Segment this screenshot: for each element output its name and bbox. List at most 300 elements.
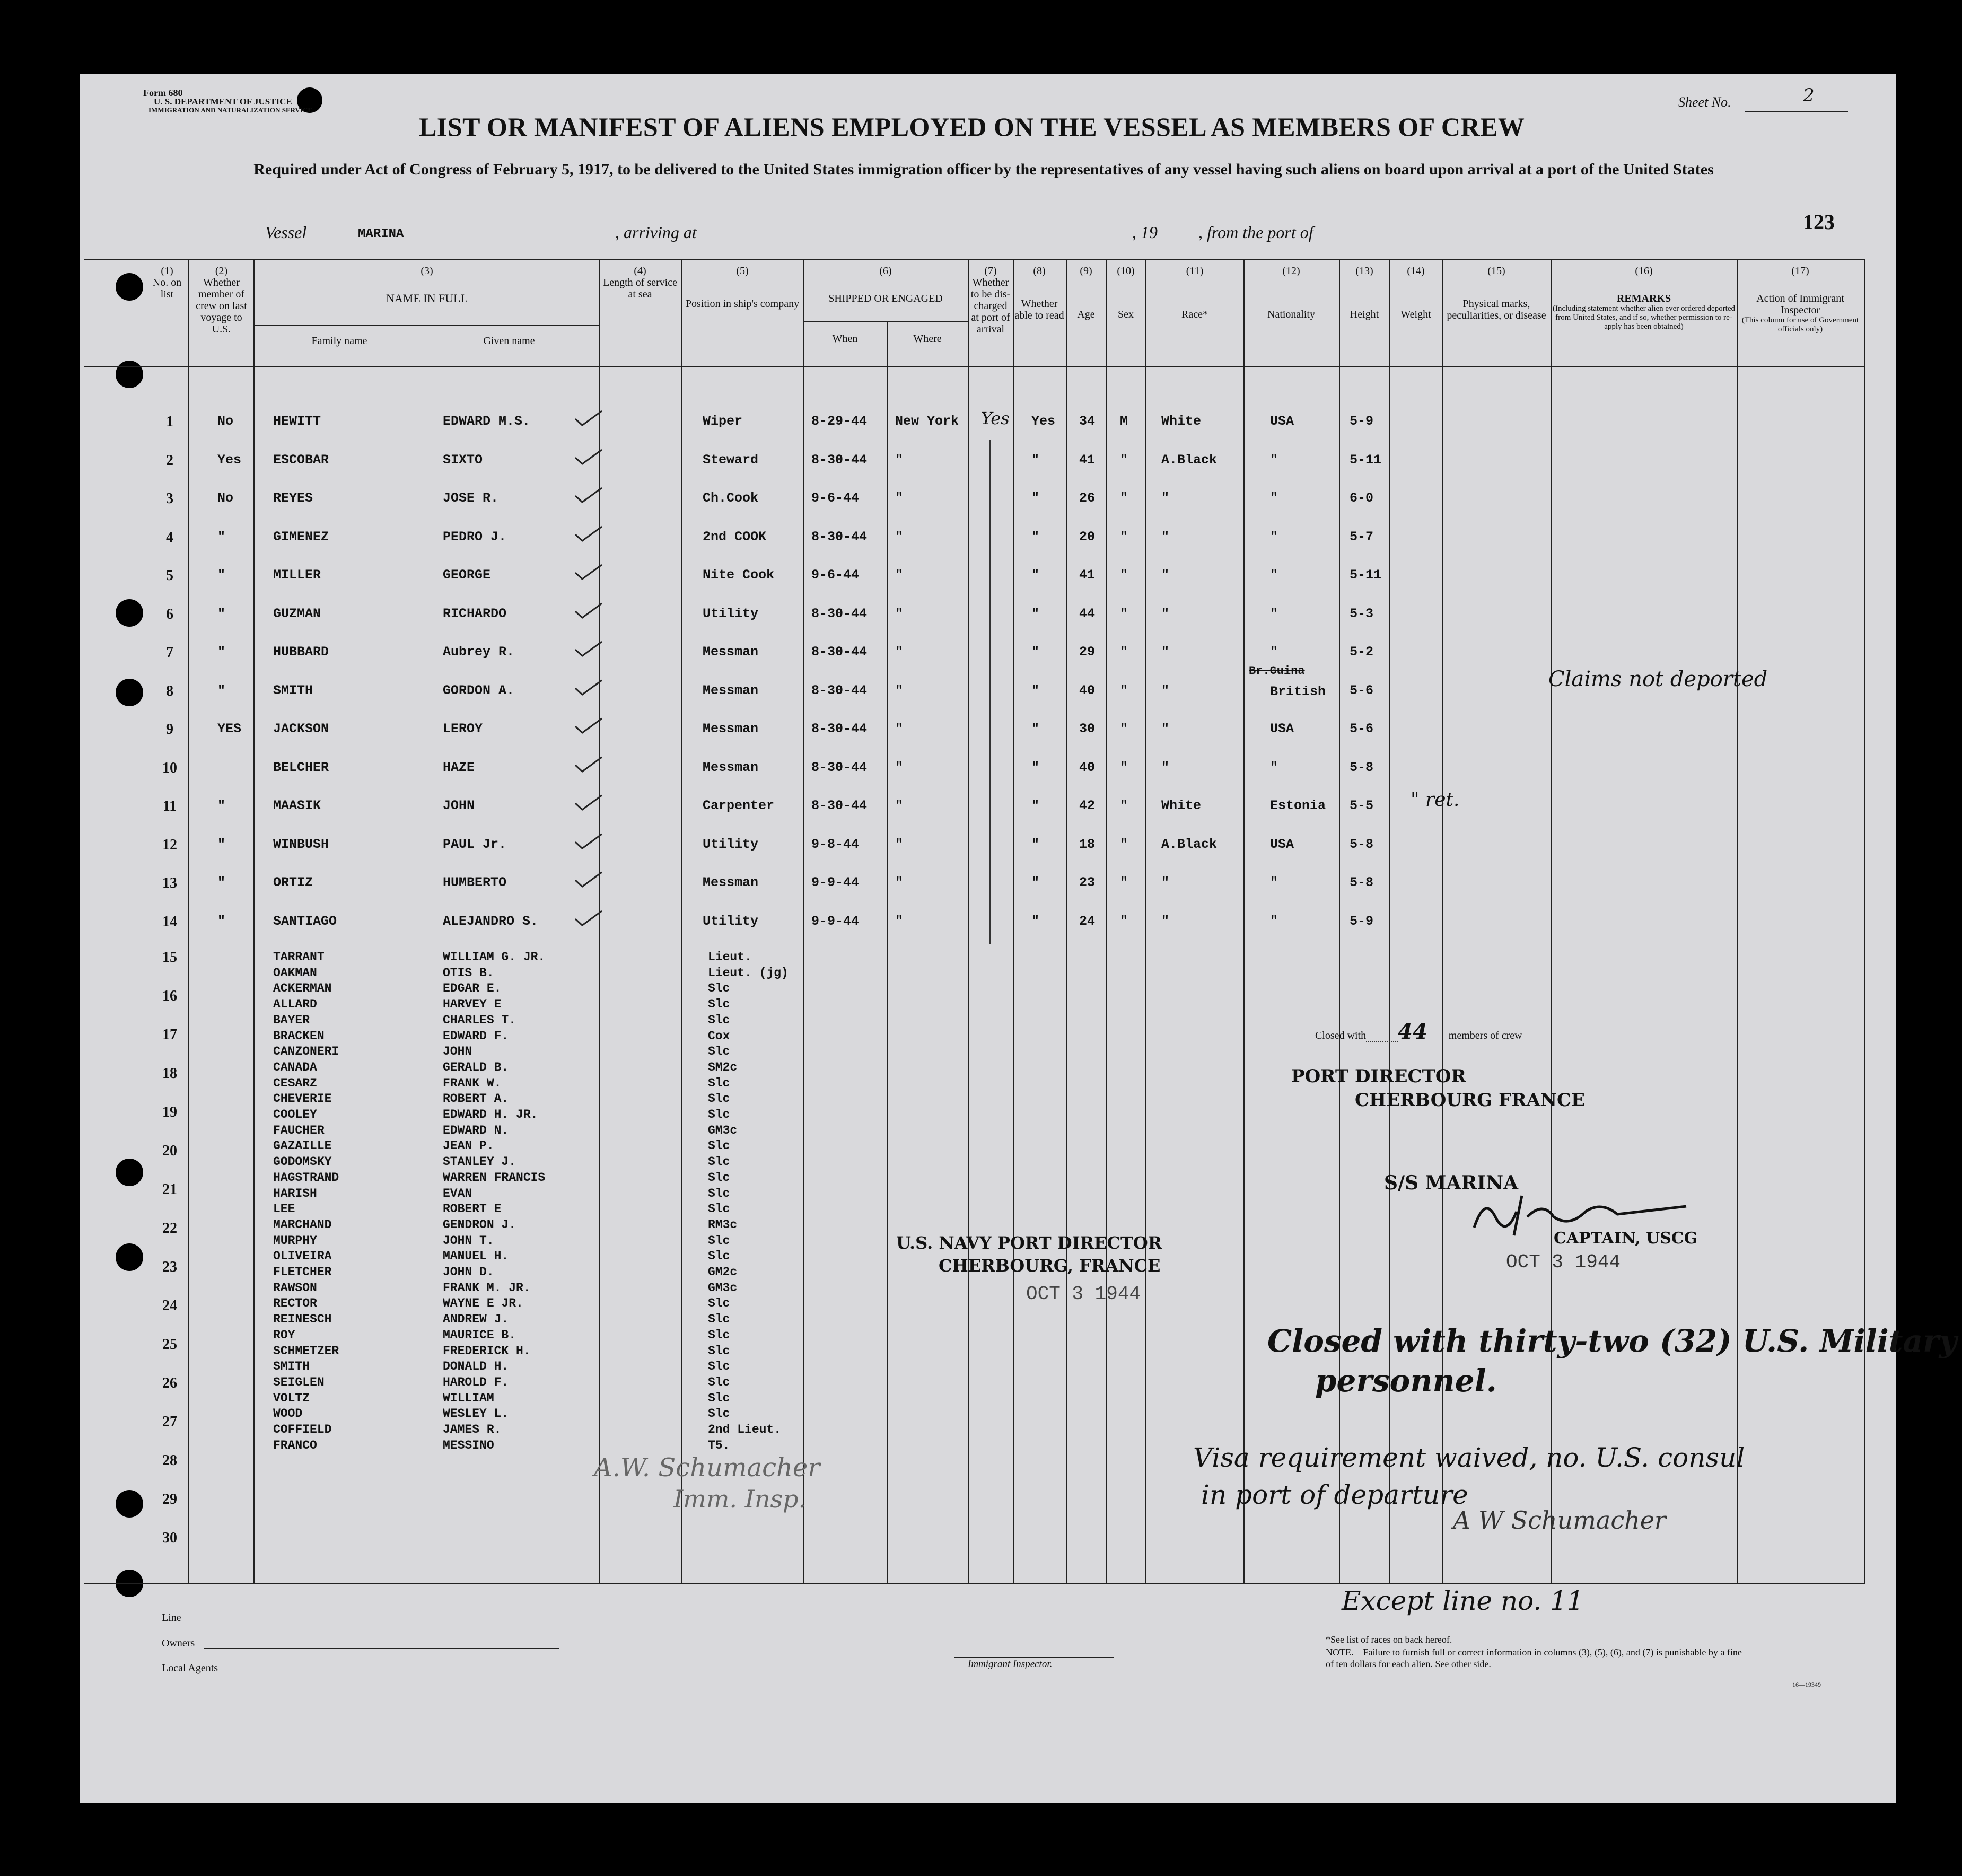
crew-age-cell: 41: [1079, 567, 1096, 583]
crew-given-cell: GORDON A.: [443, 682, 515, 698]
col-header-race: (11) Race*: [1181, 265, 1208, 320]
col-header-where: Where: [913, 333, 942, 345]
crew-where-cell: ": [895, 913, 904, 929]
local-agents-label: Local Agents: [162, 1662, 218, 1674]
crew-where-cell: ": [895, 798, 904, 813]
crew-sex-cell: ": [1120, 490, 1128, 506]
military-given-cell: WESLEY L.: [443, 1407, 509, 1421]
crew-when-cell: 9-6-44: [811, 490, 860, 506]
crew-position-cell: Messman: [703, 682, 759, 698]
name-subheader-line: [255, 325, 599, 326]
crew-age-cell: 40: [1079, 682, 1096, 698]
military-given-cell: CHARLES T.: [443, 1013, 516, 1027]
vessel-stamp: S/S MARINA: [1384, 1172, 1519, 1194]
crew-height-cell: 5-11: [1350, 452, 1382, 468]
crew-where-cell: ": [895, 875, 904, 890]
crew-read-cell: ": [1031, 452, 1040, 468]
crew-read-cell: ": [1031, 529, 1040, 545]
col-divider: [1864, 259, 1865, 1583]
crew-family-cell: SANTIAGO: [273, 913, 337, 929]
crew-family-cell: ORTIZ: [273, 875, 313, 890]
crew-family-cell: MILLER: [273, 567, 321, 583]
military-given-cell: EVAN: [443, 1186, 472, 1200]
military-rank-cell: Slc: [708, 1076, 730, 1090]
crew-race-cell: ": [1161, 529, 1170, 545]
crew-when-cell: 9-9-44: [811, 875, 860, 890]
crew-nationality-cell: ": [1270, 567, 1278, 583]
captain-signature: [1464, 1185, 1697, 1243]
military-rank-cell: Slc: [708, 1249, 730, 1264]
shipped-subheader-line: [803, 321, 968, 322]
crew-where-cell: ": [895, 759, 904, 775]
military-given-cell: GERALD B.: [443, 1060, 509, 1074]
crew-race-cell: ": [1161, 875, 1170, 890]
crew-last-cell: YES: [217, 721, 242, 737]
crew-family-cell: WINBUSH: [273, 836, 329, 852]
military-family-cell: RAWSON: [273, 1281, 317, 1295]
discharged-ditto-stroke: [989, 440, 991, 944]
row-number: 20: [162, 1143, 177, 1159]
military-given-cell: FRANK W.: [443, 1076, 502, 1090]
military-family-cell: MURPHY: [273, 1233, 317, 1248]
crew-nationality-cell: USA: [1270, 414, 1294, 429]
crew-when-cell: 8-29-44: [811, 414, 868, 429]
sheet-label: Sheet No.: [1678, 94, 1731, 110]
row-number: 22: [162, 1220, 177, 1237]
crew-given-cell: ALEJANDRO S.: [443, 913, 539, 929]
from-port-label: , from the port of: [1198, 223, 1313, 242]
crew-given-cell: GEORGE: [443, 567, 491, 583]
crew-no-cell: 2: [166, 452, 173, 469]
print-code: 16—19349: [1792, 1681, 1821, 1688]
row-number: 27: [162, 1414, 177, 1430]
crew-given-cell: PAUL Jr.: [443, 836, 507, 852]
crew-sex-cell: ": [1120, 682, 1128, 698]
crew-where-cell: ": [895, 644, 904, 660]
crew-when-cell: 8-30-44: [811, 798, 868, 813]
military-given-cell: JAMES R.: [443, 1423, 502, 1436]
crew-family-cell: REYES: [273, 490, 313, 506]
row-number: 17: [162, 1027, 177, 1043]
military-family-cell: WOOD: [273, 1407, 303, 1421]
row-number: 24: [162, 1298, 177, 1314]
crew-height-cell: 5-9: [1350, 414, 1374, 429]
crew-race-cell: White: [1161, 798, 1202, 813]
military-family-cell: CHEVERIE: [273, 1092, 332, 1106]
races-note: *See list of races on back hereof.: [1326, 1634, 1452, 1645]
crew-where-cell: ": [895, 682, 904, 698]
military-given-cell: MANUEL H.: [443, 1249, 509, 1264]
military-rank-cell: Slc: [708, 1233, 730, 1248]
page-subtitle: Required under Act of Congress of February 5, 1917, to be delivered to the United States immigration officer by the representatives of any vessel having such aliens on board upon arrival at a port of the United States: [253, 161, 1714, 178]
check-mark: [573, 716, 605, 737]
crew-sex-cell: ": [1120, 452, 1128, 468]
crew-read-cell: ": [1031, 490, 1040, 506]
except-line-note: Except line no. 11: [1342, 1585, 1584, 1616]
military-family-cell: COOLEY: [273, 1108, 317, 1121]
crew-last-cell: ": [217, 875, 226, 890]
row-number: 28: [162, 1452, 177, 1469]
row-number: 29: [162, 1491, 177, 1507]
crew-no-cell: 14: [162, 913, 177, 930]
crew-sex-cell: ": [1120, 875, 1128, 890]
crew-age-cell: 40: [1079, 759, 1096, 775]
military-family-cell: SEIGLEN: [273, 1375, 325, 1389]
punch-hole: [116, 361, 143, 388]
military-rank-cell: T5.: [708, 1438, 730, 1452]
crew-position-cell: Steward: [703, 452, 759, 468]
owners-field: [204, 1648, 559, 1649]
crew-race-cell: White: [1161, 414, 1202, 429]
col-header-name: (3) NAME IN FULL: [386, 265, 468, 305]
crew-position-cell: Messman: [703, 875, 759, 890]
col-header-when: When: [832, 333, 858, 345]
crew-when-cell: 9-9-44: [811, 913, 860, 929]
crew-last-cell: ": [217, 567, 226, 583]
col-header-remarks: (16) REMARKS (Including statement whether alien ever ordered deported from United States, and if so, whether permission to re-apply has been obtained): [1552, 265, 1736, 331]
col-header-read: (8) Whether able to read: [1014, 265, 1064, 321]
crew-no-cell: 11: [162, 798, 177, 814]
crew-last-cell: No: [217, 414, 234, 429]
military-rank-cell: Slc: [708, 1170, 730, 1185]
crew-where-cell: ": [895, 836, 904, 852]
crew-no-cell: 12: [162, 836, 177, 853]
military-rank-cell: Slc: [708, 1328, 730, 1342]
crew-read-cell: ": [1031, 759, 1040, 775]
crew-race-cell: ": [1161, 567, 1170, 583]
crew-race-cell: ": [1161, 721, 1170, 737]
military-rank-cell: Lieut.: [708, 950, 752, 964]
crew-race-cell: ": [1161, 644, 1170, 660]
military-rank-cell: Slc: [708, 1312, 730, 1327]
check-mark: [573, 678, 605, 699]
crew-family-cell: BELCHER: [273, 759, 329, 775]
military-family-cell: TARRANT: [273, 950, 325, 964]
military-given-cell: JOHN T.: [443, 1233, 494, 1248]
military-rank-cell: Slc: [708, 1045, 730, 1059]
col-divider: [1106, 259, 1107, 1583]
port-city-stamp: CHERBOURG FRANCE: [1355, 1090, 1585, 1111]
military-family-cell: CANADA: [273, 1060, 317, 1074]
military-given-cell: WAYNE E JR.: [443, 1296, 523, 1311]
crew-nationality-cell: ": [1270, 452, 1278, 468]
col-divider: [968, 259, 969, 1583]
row-number: 16: [162, 988, 177, 1004]
line-label: Line: [162, 1612, 181, 1624]
military-rank-cell: Slc: [708, 1391, 730, 1405]
port-director-stamp: PORT DIRECTOR: [1291, 1066, 1466, 1087]
crew-sex-cell: ": [1120, 529, 1128, 545]
crew-read-cell: ": [1031, 913, 1040, 929]
crew-read-cell: ": [1031, 836, 1040, 852]
military-rank-cell: Slc: [708, 1092, 730, 1106]
crew-last-cell: ": [217, 798, 226, 813]
col-divider: [887, 321, 888, 1583]
crew-last-cell: ": [217, 913, 226, 929]
military-family-cell: HARISH: [273, 1186, 317, 1200]
crew-family-cell: ESCOBAR: [273, 452, 329, 468]
crew-no-cell: 13: [162, 875, 177, 891]
crew-where-cell: ": [895, 606, 904, 621]
crew-no-cell: 3: [166, 490, 173, 507]
col-header-inspector-action: (17) Action of Immigrant Inspector (This column for use of Government officials only): [1741, 265, 1859, 334]
military-given-cell: GENDRON J.: [443, 1217, 516, 1232]
check-mark: [573, 793, 605, 814]
immigrant-inspector-label: Immigrant Inspector.: [968, 1659, 1053, 1670]
check-mark: [573, 408, 605, 429]
crew-where-cell: ": [895, 490, 904, 506]
military-given-cell: JOHN D.: [443, 1265, 494, 1279]
visa-waived-note: Visa requirement waived, no. U.S. consul: [1193, 1442, 1745, 1473]
military-given-cell: DONALD H.: [443, 1360, 509, 1374]
military-given-cell: MESSINO: [443, 1438, 494, 1452]
crew-given-cell: HUMBERTO: [443, 875, 507, 890]
crew-where-cell: ": [895, 567, 904, 583]
crew-age-cell: 18: [1079, 836, 1096, 852]
military-family-cell: FAUCHER: [273, 1123, 325, 1137]
crew-given-cell: SIXTO: [443, 452, 483, 468]
military-family-cell: LEE: [273, 1202, 295, 1216]
penalty-note: NOTE.—Failure to furnish full or correct information in columns (3), (5), (6), and (7) is punishable by a fine of ten dollars for each alien. See other side.: [1326, 1647, 1742, 1669]
crew-family-cell: MAASIK: [273, 798, 321, 813]
crew-nationality-cell: USA: [1270, 836, 1294, 852]
check-mark: [573, 485, 605, 506]
military-given-cell: FRANK M. JR.: [443, 1281, 531, 1295]
arriving-label: , arriving at: [615, 223, 697, 242]
crew-age-cell: 23: [1079, 875, 1096, 890]
col-divider: [253, 259, 255, 1583]
crew-race-cell: A.Black: [1161, 452, 1218, 468]
navy-date-stamp: OCT 3 1944: [1026, 1283, 1141, 1305]
military-given-cell: MAURICE B.: [443, 1328, 516, 1342]
check-mark: [573, 524, 605, 545]
military-family-cell: FLETCHER: [273, 1265, 332, 1279]
crew-no-cell: 7: [166, 644, 173, 661]
col-header-discharged: (7) Whether to be dis-charged at port of arrival: [970, 265, 1011, 335]
military-given-cell: STANLEY J.: [443, 1155, 516, 1169]
military-rank-cell: Slc: [708, 1202, 730, 1216]
sheet-number: 2: [1803, 85, 1815, 106]
crew-last-cell: ": [217, 682, 226, 698]
military-given-cell: WARREN FRANCIS: [443, 1170, 546, 1185]
crew-family-cell: GUZMAN: [273, 606, 321, 621]
crew-sex-cell: ": [1120, 798, 1128, 813]
crew-sex-cell: ": [1120, 567, 1128, 583]
crew-nationality-cell: ": [1270, 490, 1278, 506]
row-number: 25: [162, 1336, 177, 1353]
military-given-cell: EDWARD N.: [443, 1123, 509, 1137]
military-family-cell: COFFIELD: [273, 1423, 332, 1436]
crew-height-cell: 5-6: [1350, 682, 1374, 698]
crew-given-cell: RICHARDO: [443, 606, 507, 621]
check-mark: [573, 870, 605, 891]
crew-no-cell: 1: [166, 414, 173, 430]
crew-age-cell: 30: [1079, 721, 1096, 737]
crew-sex-cell: ": [1120, 721, 1128, 737]
crew-height-cell: 6-0: [1350, 490, 1374, 506]
crew-race-cell: A.Black: [1161, 836, 1218, 852]
col-divider: [803, 259, 804, 1583]
crew-nationality-cell: Estonia: [1270, 798, 1326, 813]
date-stamp: OCT 3 1944: [1506, 1251, 1621, 1273]
military-rank-cell: Cox: [708, 1029, 730, 1043]
crew-last-cell: ": [217, 606, 226, 621]
crew-position-cell: Utility: [703, 836, 759, 852]
crew-age-cell: 41: [1079, 452, 1096, 468]
crew-height-cell: 5-3: [1350, 606, 1374, 621]
military-rank-cell: Slc: [708, 1108, 730, 1121]
crew-read-cell: ": [1031, 798, 1040, 813]
col-header-age: (9) Age: [1077, 265, 1095, 320]
military-rank-cell: RM3c: [708, 1217, 738, 1232]
military-given-cell: OTIS B.: [443, 966, 494, 980]
crew-read-cell: Yes: [1031, 414, 1056, 429]
col-header-given-name: Given name: [483, 335, 535, 347]
check-mark: [573, 831, 605, 853]
table-header-border: [84, 366, 1865, 367]
military-given-cell: JEAN P.: [443, 1139, 494, 1153]
col-header-shipped: (6) SHIPPED OR ENGAGED: [828, 265, 943, 304]
crew-race-cell: ": [1161, 759, 1170, 775]
check-mark: [573, 755, 605, 776]
crew-height-cell: 5-8: [1350, 875, 1374, 890]
military-family-cell: OAKMAN: [273, 966, 317, 980]
crew-when-cell: 8-30-44: [811, 682, 868, 698]
crew-where-cell: ": [895, 721, 904, 737]
crew-no-cell: 10: [162, 759, 177, 776]
crew-given-cell: PEDRO J.: [443, 529, 507, 545]
crew-read-cell: ": [1031, 682, 1040, 698]
military-family-cell: FRANCO: [273, 1438, 317, 1452]
military-rank-cell: GM2c: [708, 1265, 738, 1279]
crew-no-cell: 5: [166, 567, 173, 584]
military-given-cell: EDWARD H. JR.: [443, 1108, 538, 1121]
crew-last-cell: ": [217, 529, 226, 545]
crew-age-cell: 26: [1079, 490, 1096, 506]
vessel-label: Vessel: [265, 223, 307, 242]
military-family-cell: MARCHAND: [273, 1217, 332, 1232]
military-family-cell: ROY: [273, 1328, 295, 1342]
row-number: 30: [162, 1530, 177, 1546]
military-rank-cell: Slc: [708, 1155, 730, 1169]
inspector-signature-note: A W Schumacher: [1453, 1506, 1666, 1535]
military-given-cell: ROBERT A.: [443, 1092, 509, 1106]
crew-nationality-cell: ": [1270, 759, 1278, 775]
col-header-weight: (14) Weight: [1400, 265, 1431, 320]
military-given-cell: WILLIAM G. JR.: [443, 950, 546, 964]
closed-military-note-cont: personnel.: [1315, 1363, 1497, 1399]
military-given-cell: HARVEY E: [443, 997, 502, 1012]
crew-when-cell: 8-30-44: [811, 644, 868, 660]
check-mark: [573, 639, 605, 660]
returning-note: " ret.: [1411, 789, 1460, 811]
crew-position-cell: Messman: [703, 644, 759, 660]
military-given-cell: ANDREW J.: [443, 1312, 509, 1327]
crew-read-cell: ": [1031, 875, 1040, 890]
nationality-struck-cell: Br.Guina: [1249, 664, 1305, 678]
page-title: LIST OR MANIFEST OF ALIENS EMPLOYED ON THE VESSEL AS MEMBERS OF CREW: [419, 112, 1525, 142]
crew-position-cell: Nite Cook: [703, 567, 775, 583]
check-mark: [573, 601, 605, 622]
crew-nationality-cell: ": [1270, 875, 1278, 890]
crew-sex-cell: ": [1120, 644, 1128, 660]
crew-race-cell: ": [1161, 606, 1170, 621]
table-bottom-border: [84, 1583, 1865, 1584]
crew-sex-cell: ": [1120, 606, 1128, 621]
military-family-cell: GAZAILLE: [273, 1139, 332, 1153]
col-header-position: (5) Position in ship's company: [685, 265, 800, 310]
crew-read-cell: ": [1031, 721, 1040, 737]
sheet-number-underline: [1745, 111, 1848, 112]
punch-hole: [116, 1490, 143, 1518]
row-number: 26: [162, 1375, 177, 1391]
check-mark: [573, 562, 605, 583]
crew-height-cell: 5-6: [1350, 721, 1374, 737]
crew-given-cell: JOSE R.: [443, 490, 499, 506]
check-mark: [573, 447, 605, 468]
owners-label: Owners: [162, 1637, 195, 1649]
crew-where-cell: ": [895, 452, 904, 468]
crew-when-cell: 8-30-44: [811, 452, 868, 468]
crew-when-cell: 9-8-44: [811, 836, 860, 852]
crew-no-cell: 4: [166, 529, 173, 546]
crew-race-cell: ": [1161, 490, 1170, 506]
crew-position-cell: Ch.Cook: [703, 490, 759, 506]
crew-age-cell: 20: [1079, 529, 1096, 545]
military-rank-cell: Slc: [708, 1139, 730, 1153]
military-family-cell: VOLTZ: [273, 1391, 310, 1405]
col-divider: [1243, 259, 1245, 1583]
crew-when-cell: 9-6-44: [811, 567, 860, 583]
military-family-cell: GODOMSKY: [273, 1155, 332, 1169]
col-divider: [681, 259, 682, 1583]
crew-height-cell: 5-9: [1350, 913, 1374, 929]
service-name: IMMIGRATION AND NATURALIZATION SERVICE: [148, 106, 313, 114]
crew-given-cell: JOHN: [443, 798, 475, 813]
crew-position-cell: Messman: [703, 759, 759, 775]
military-family-cell: BRACKEN: [273, 1029, 325, 1043]
inspector-signature: A.W. Schumacher: [594, 1453, 820, 1483]
crew-where-cell: ": [895, 529, 904, 545]
crew-height-cell: 5-5: [1350, 798, 1374, 813]
punch-hole: [116, 273, 143, 301]
military-family-cell: RECTOR: [273, 1296, 317, 1311]
vessel-name: MARINA: [358, 227, 404, 241]
military-rank-cell: 2nd Lieut.: [708, 1423, 782, 1436]
crew-age-cell: 34: [1079, 414, 1096, 429]
punch-hole: [116, 599, 143, 627]
row-number: 15: [162, 949, 177, 966]
col-header-nationality: (12) Nationality: [1267, 265, 1315, 320]
crew-given-cell: EDWARD M.S.: [443, 414, 531, 429]
crew-height-cell: 5-11: [1350, 567, 1382, 583]
page-number: 123: [1803, 210, 1835, 234]
inspector-title: Imm. Insp.: [673, 1485, 807, 1513]
crew-sex-cell: ": [1120, 913, 1128, 929]
crew-sex-cell: M: [1120, 414, 1128, 429]
crew-nationality-cell: USA: [1270, 721, 1294, 737]
military-given-cell: EDGAR E.: [443, 981, 502, 996]
crew-last-cell: ": [217, 644, 226, 660]
military-given-cell: EDWARD F.: [443, 1029, 509, 1043]
military-family-cell: CESARZ: [273, 1076, 317, 1090]
military-family-cell: SCHMETZER: [273, 1344, 339, 1358]
military-rank-cell: Slc: [708, 1344, 730, 1358]
military-rank-cell: SM2c: [708, 1060, 738, 1074]
military-rank-cell: Lieut. (jg): [708, 966, 789, 980]
crew-family-cell: JACKSON: [273, 721, 329, 737]
military-family-cell: ALLARD: [273, 997, 317, 1012]
